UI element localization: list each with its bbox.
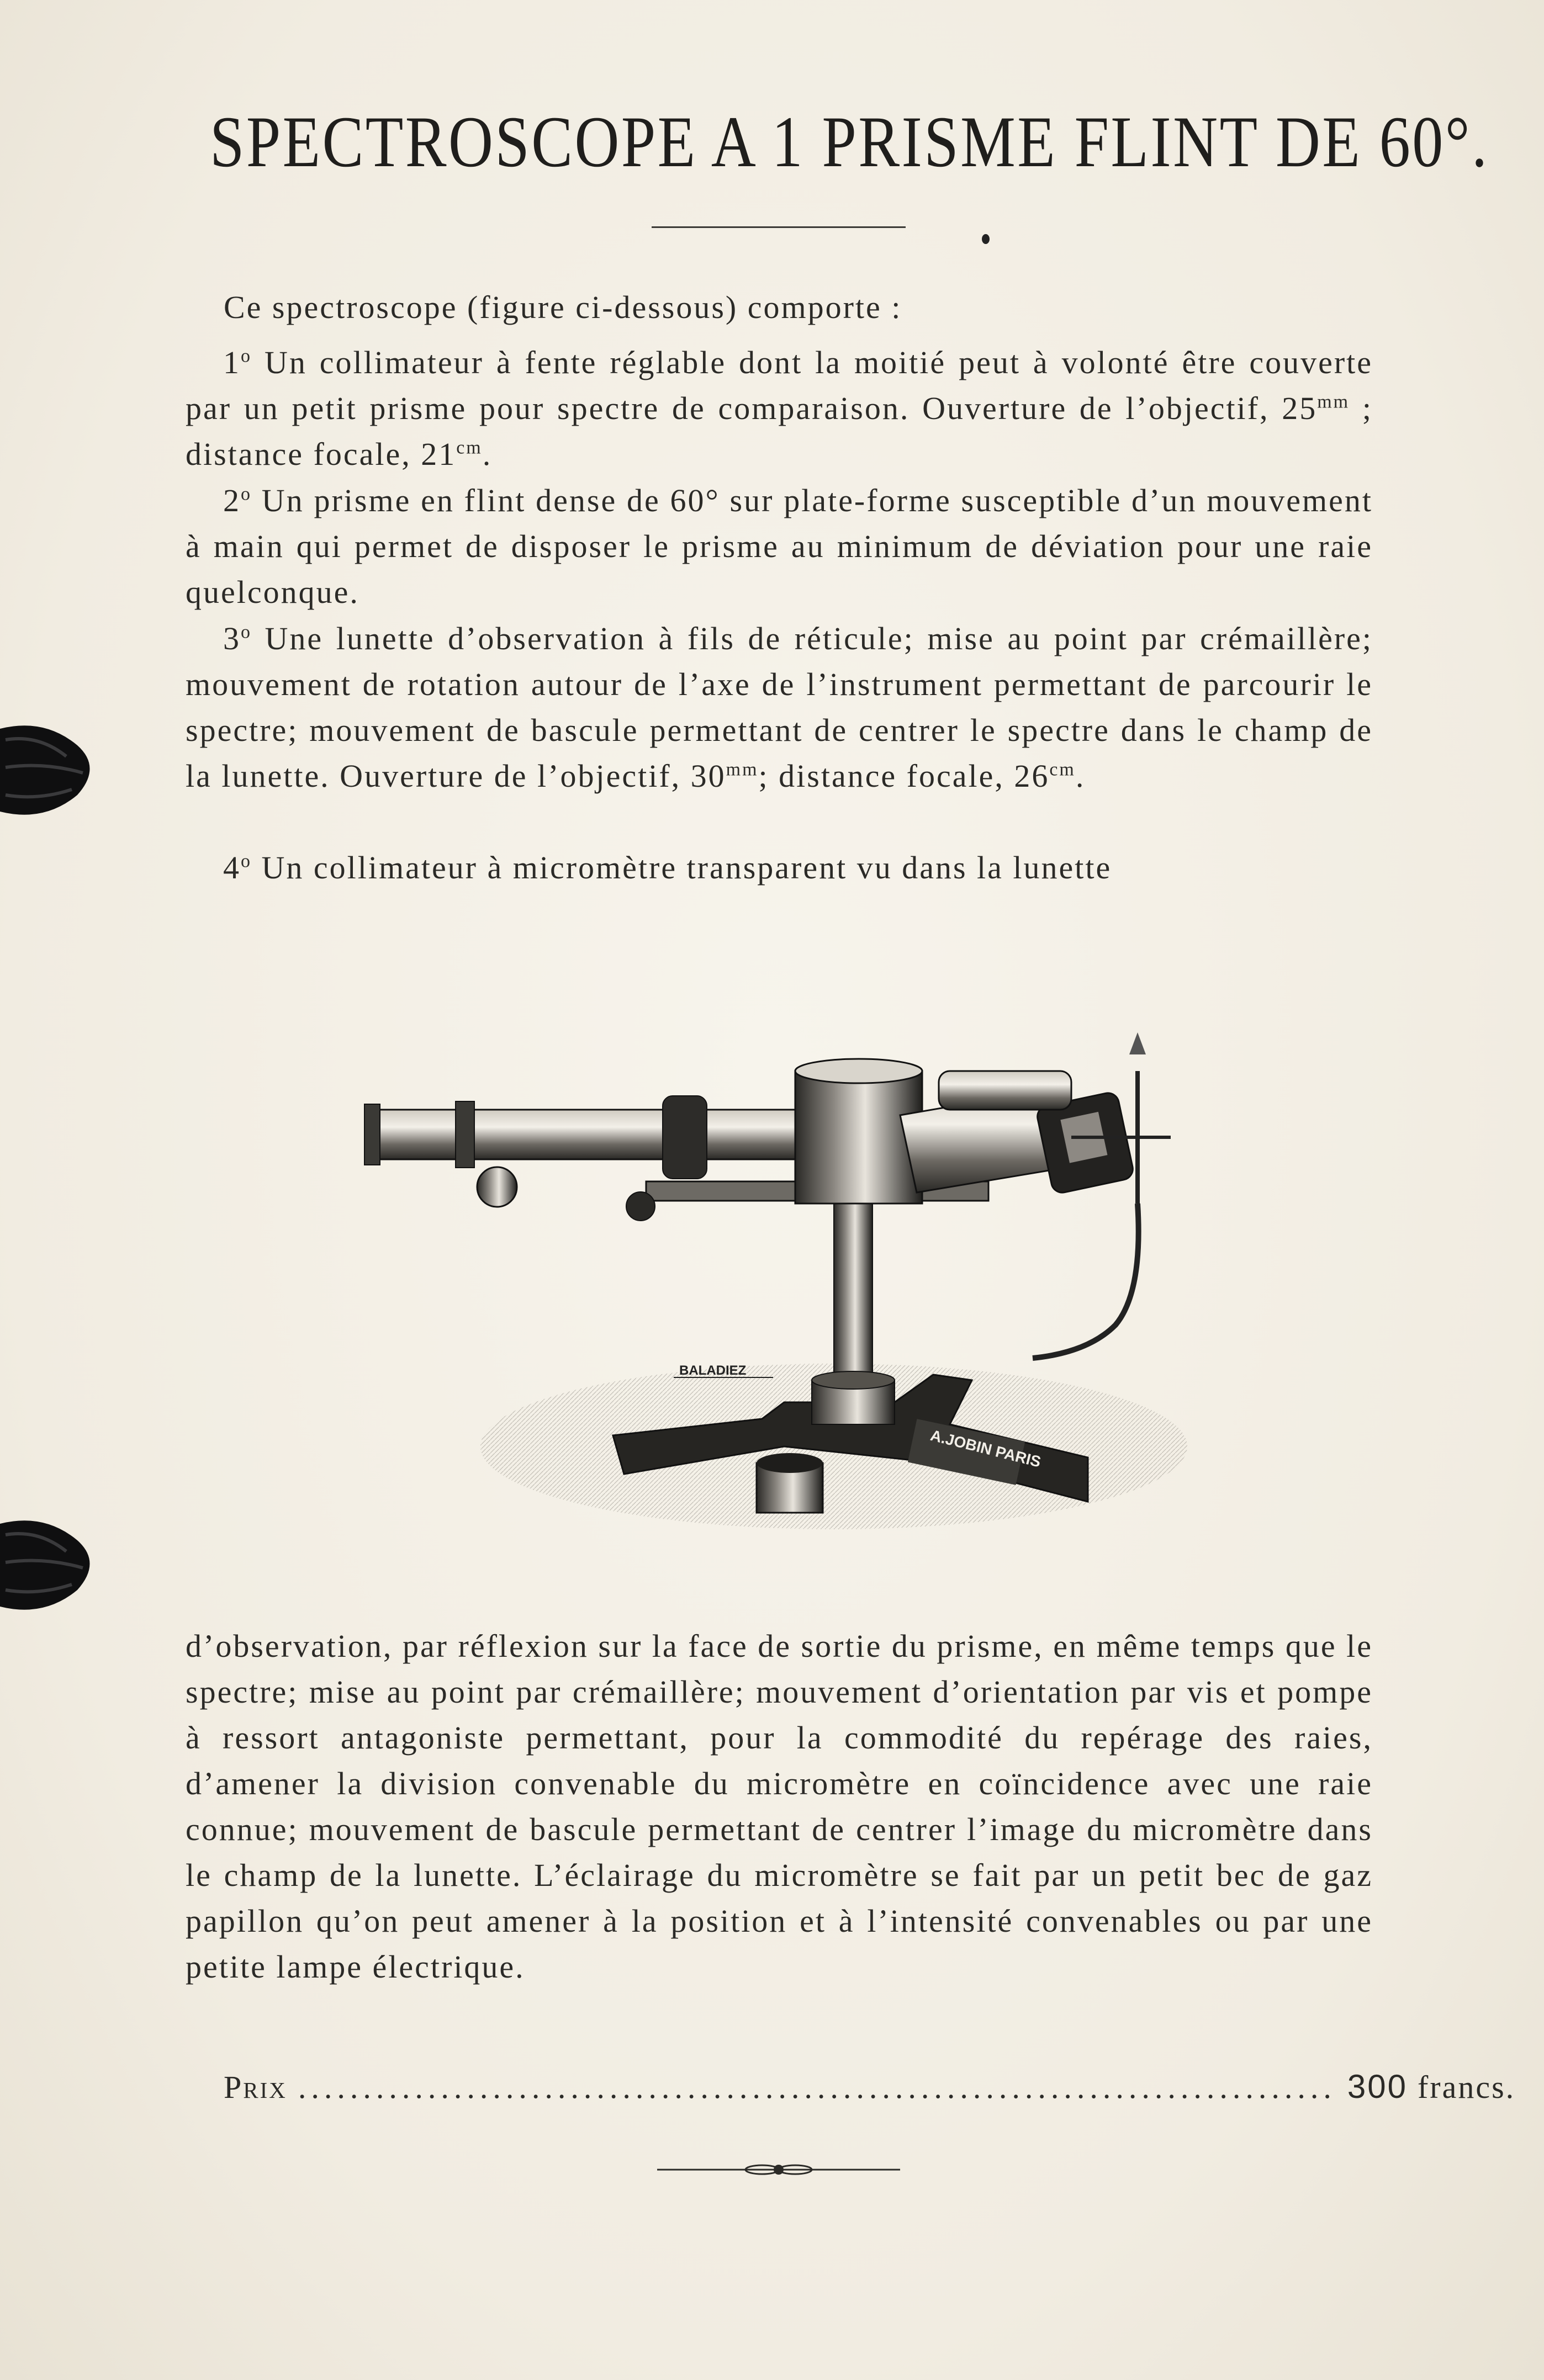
item-degree: o [241,622,252,643]
micrometer-collimator [939,1071,1071,1110]
gas-hose [1033,1204,1139,1358]
item-number: 3 [223,621,241,656]
binding-cord-bottom [0,1502,99,1629]
item-number: 4 [223,850,241,886]
item-text: . [482,436,493,472]
binding-cord-top [0,707,99,834]
item-text: . [1075,758,1086,794]
spectroscope-engraving [353,905,1204,1568]
maker-plate: A.JOBIN PARIS [928,1426,1043,1471]
item-text: Un collimateur à micromètre transparent vu dans la lunette [252,850,1112,886]
gas-burner [1129,1032,1146,1054]
item-number: 1 [223,344,241,380]
item-4-paragraph [186,845,1373,890]
unit-cm: cm [456,437,483,458]
engraver-signature: BALADIEZ [679,1363,747,1378]
price-value: 300 [1347,2068,1408,2105]
collimator-tube [370,1110,801,1159]
item-text: Un prisme en flint dense de 60° sur plate-forme susceptible d’un mouvement à main qui permet de disposer le prisme au minimum de déviation pour une raie quelconque. [186,483,1373,610]
item-3-paragraph [186,616,1373,799]
price-line [224,2068,1516,2106]
item-2-paragraph [186,478,1373,615]
item-text: Une lunette d’observation à fils de réticule; mise au point par crémaillère; mouvement de rotation autour de l’axe de l’instrument permettant de parcourir le spectre; mouvement de bascule permettant de centrer le spectre dans le champ de la lunette. Ouverture de l’objectif, 30 [186,621,1373,794]
item-degree: o [241,346,252,367]
item-number: 2 [223,483,241,518]
price-leader-dots: ................................................................................ [298,2069,1336,2105]
item-degree: o [241,851,252,872]
prism-housing [795,1071,922,1204]
closing-ornament [657,2159,900,2181]
title-rule [652,226,906,228]
unit-mm: mm [726,759,759,780]
price-currency: francs. [1417,2069,1516,2105]
item-1-paragraph [186,340,1373,477]
continuation-paragraph: d’observation, par réflexion sur la face de sortie du prisme, en même temps que le spectre; mise au point par crémaillère; mouvement d’orientation par vis et pompe à ressort antagoniste permettant, pour la commodité du repérage des raies, d’amener la division convenable du micromètre en coïncidence avec une raie connue; mouvement de bascule permettant de centrer l’image du micromètre dans le champ de la lunette. L’éclairage du micromètre se fait par un petit bec de gaz papillon qu’on peut amener à la position et à l’intensité convenables ou par une petite lampe électrique. [186,1628,1373,1985]
item-text: ; distance focale, 21 [186,390,1373,472]
unit-mm: mm [1317,391,1350,412]
slit-screw [477,1167,517,1207]
intro-paragraph: Ce spectroscope (figure ci-dessous) comporte : [224,289,902,325]
item-text: ; distance focale, 26 [758,758,1050,794]
unit-cm: cm [1049,759,1076,780]
ink-dot [982,234,990,244]
item-degree: o [241,484,252,505]
price-label: Prix [224,2069,287,2105]
page-title: SPECTROSCOPE A 1 PRISME FLINT DE 60°. [210,101,1489,182]
item-text: Un collimateur à fente réglable dont la moitié peut à volonté être couverte par un petit prisme pour spectre de comparaison. Ouverture de l’objectif, 25 [186,344,1373,426]
